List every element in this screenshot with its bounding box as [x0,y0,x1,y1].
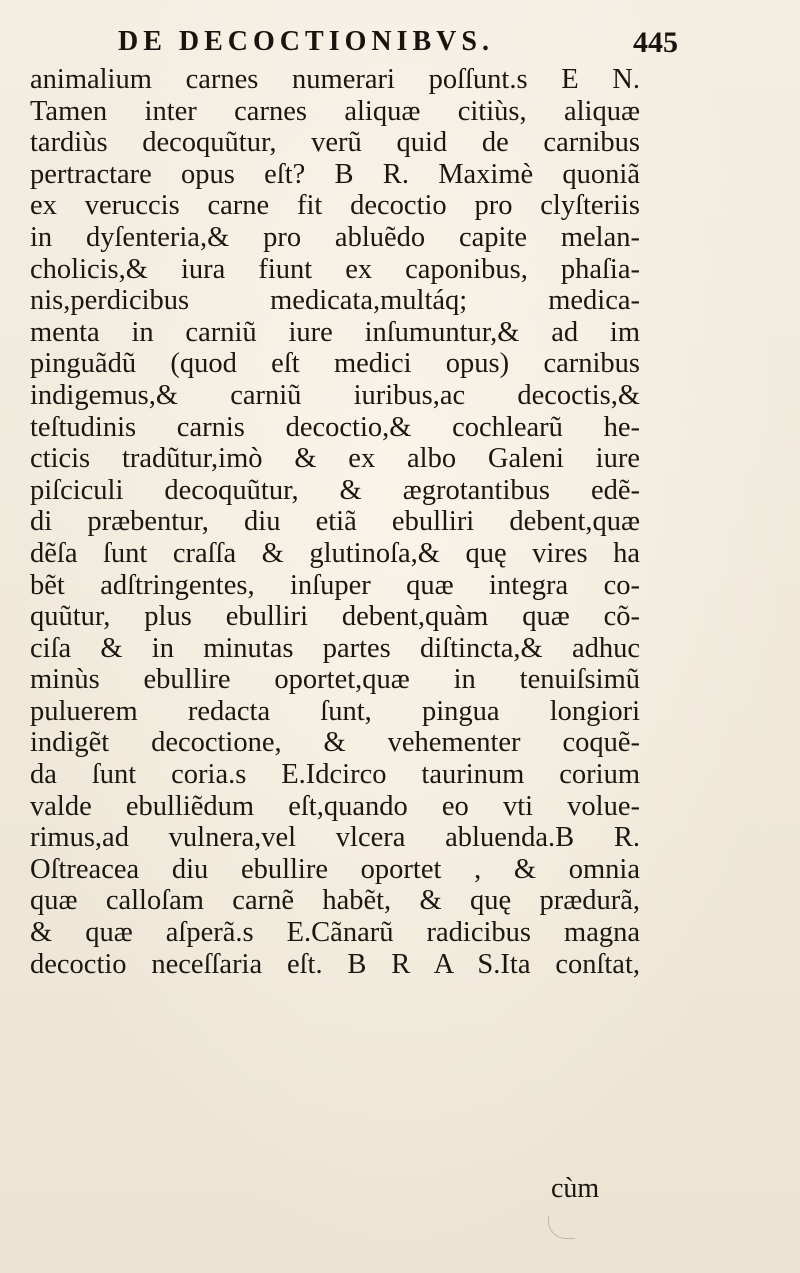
text-line: teſtudinis carnis decoctio,& cochlearũ he- [30,411,640,443]
text-line: decoctio neceſſaria eſt. B R A S.Ita conſtat, [30,948,640,980]
text-line: tardiùs decoquũtur, verũ quid de carnibus [30,127,640,159]
catchword: cùm [551,1173,600,1204]
text-line: di præbentur, diu etiã ebulliri debent,quæ [30,506,640,538]
text-line: pinguãdũ (quod eſt medici opus) carnibus [30,348,640,380]
text-line: quũtur, plus ebulliri debent,quàm quæ cõ- [30,601,640,633]
text-line: ciſa & in minutas partes diſtincta,& adhuc [30,632,640,664]
running-head: DE DECOCTIONIBVS. [118,26,494,57]
page-header [118,22,678,62]
text-line: minùs ebullire oportet,quæ in tenuiſsimũ [30,664,640,696]
body-text [30,64,640,980]
page-number: 445 [633,26,678,59]
text-line: ex veruccis carne fit decoctio pro clyſteriis [30,190,640,222]
text-line: dẽſa ſunt craſſa & glutinoſa,& quę vires ha [30,537,640,569]
text-line: cholicis,& iura fiunt ex caponibus, phaſia- [30,253,640,285]
text-line: Tamen inter carnes aliquæ citiùs, aliquæ [30,95,640,127]
text-line: & quæ aſperã.s E.Cãnarũ radicibus magna [30,917,640,949]
text-line: animalium carnes numerari poſſunt.s E N. [30,64,640,95]
paper-bleed-mark [548,1216,575,1239]
text-line: cticis tradũtur,imò & ex albo Galeni iure [30,443,640,475]
text-line: nis,perdicibus medicata,multáq; medica- [30,285,640,317]
text-line: Oſtreacea diu ebullire oportet , & omnia [30,853,640,885]
text-line: piſciculi decoquũtur, & ægrotantibus edẽ- [30,474,640,506]
text-line: quæ calloſam carnẽ habẽt, & quę prædurã, [30,885,640,917]
text-line: menta in carniũ iure inſumuntur,& ad im [30,316,640,348]
text-line: indigẽt decoctione, & vehementer coquẽ- [30,727,640,759]
text-line: pertractare opus eſt? B R. Maximè quoniã [30,158,640,190]
text-line: rimus,ad vulnera,vel vlcera abluenda.B R. [30,822,640,854]
text-line: valde ebulliẽdum eſt,quando eo vti volue- [30,790,640,822]
text-line: bẽt adſtringentes, inſuper quæ integra co- [30,569,640,601]
text-line: da ſunt coria.s E.Idcirco taurinum corium [30,759,640,791]
text-line: puluerem redacta ſunt, pingua longiori [30,695,640,727]
text-line: indigemus,& carniũ iuribus,ac decoctis,& [30,379,640,411]
text-line: in dyſenteria,& pro abluẽdo capite melan- [30,221,640,253]
